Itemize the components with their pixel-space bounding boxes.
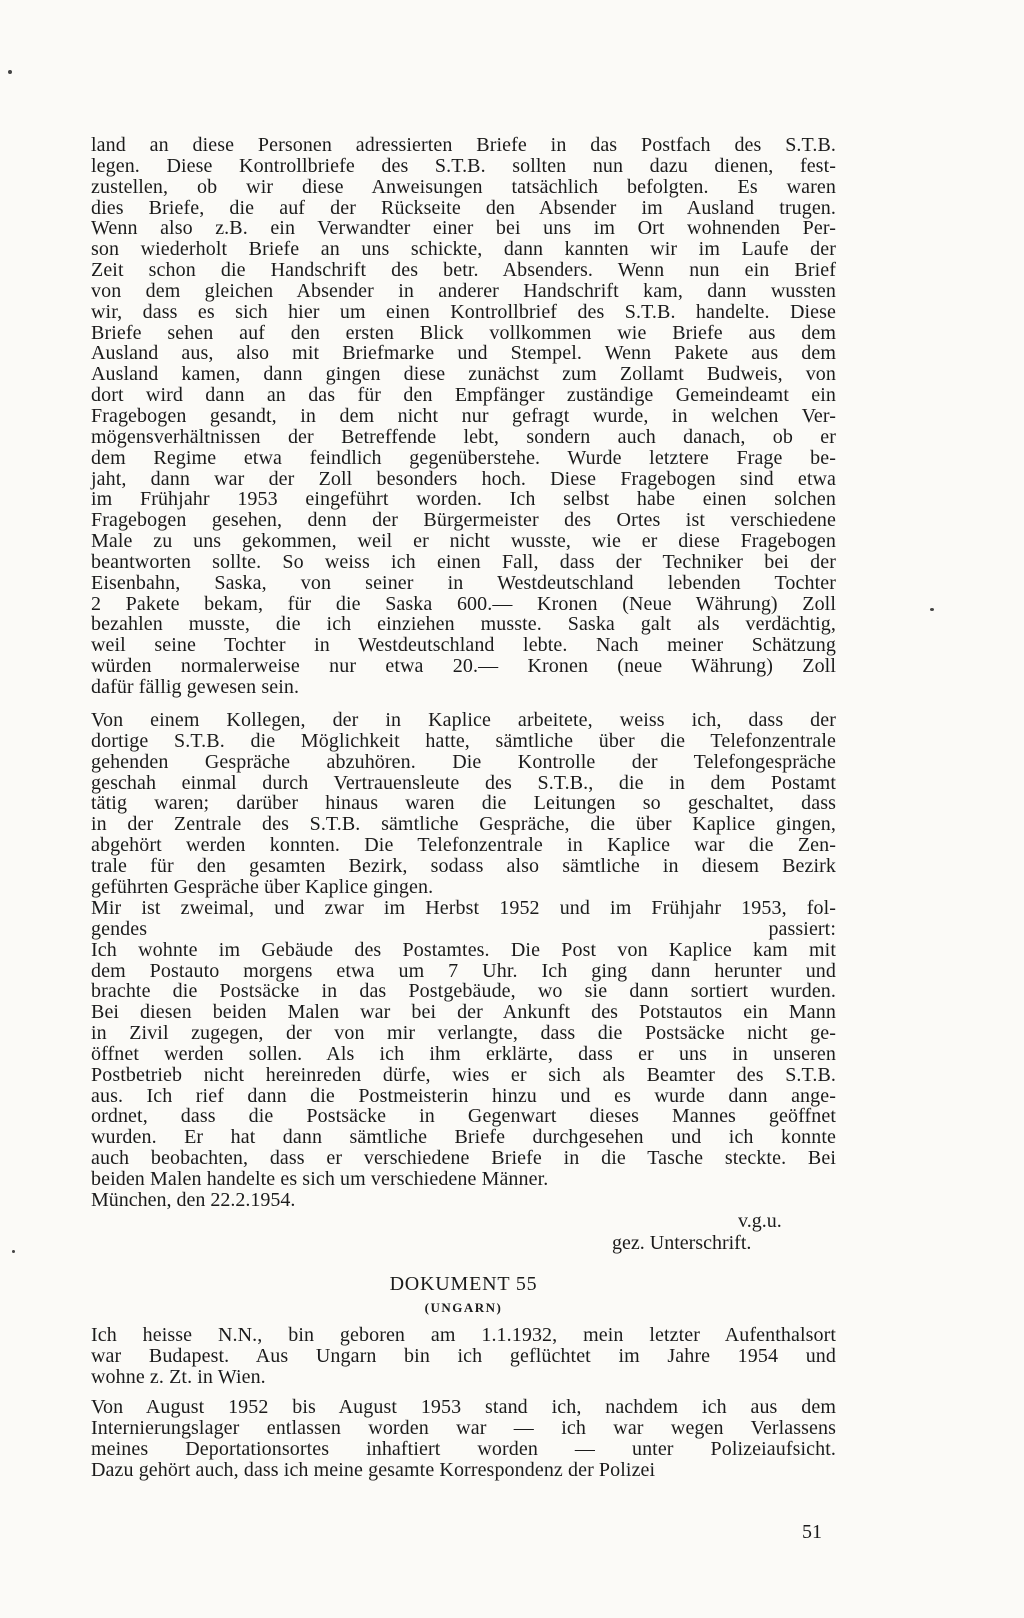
document-subheading: (UNGARN) — [424, 1300, 503, 1315]
text-line: mögensverhältnissen der Betreffende lebt, sondern auch danach, ob er — [91, 425, 836, 448]
text-line: aus. Ich rief dann die Postmeisterin hinzu und es wurde dann ange- — [91, 1084, 836, 1107]
text-line: war Budapest. Aus Ungarn bin ich geflüchtet im Jahre 1954 und — [91, 1344, 836, 1367]
text-line: Internierungslager entlassen worden war — ich war wegen Verlassens — [91, 1416, 836, 1439]
text-line: zustellen, ob wir diese Anweisungen tatsächlich befolgten. Es waren — [91, 175, 836, 198]
text-line: dem Regime etwa feindlich gegenüberstehe. Wurde letztere Frage be- — [91, 446, 836, 469]
text-line: ordnet, dass die Postsäcke in Gegenwart dieses Mannes geöffnet — [91, 1105, 836, 1128]
text-line: Zeit schon die Handschrift des betr. Absenders. Wenn nun ein Brief — [91, 259, 836, 282]
text-line: Ausland aus, also mit Briefmarke und Stempel. Wenn Pakete aus dem — [91, 342, 836, 365]
paragraph-mail-incident — [91, 898, 836, 1190]
text-line: Von August 1952 bis August 1953 stand ich, nachdem ich aus dem — [91, 1396, 836, 1418]
text-line: würden normalerweise nur etwa 20.— Kronen (neue Währung) Zoll — [91, 655, 836, 678]
text-line: geführten Gespräche über Kaplice gingen. — [91, 875, 434, 898]
text-line: Ausland kamen, dann gingen diese zunächst zum Zollamt Budweis, von — [91, 363, 836, 386]
print-speck — [930, 608, 934, 611]
text-line: Fragebogen gesehen, denn der Bürgermeister des Ortes ist verschiedene — [91, 509, 836, 532]
text-line: beantworten sollte. So weiss ich einen Fall, dass der Techniker bei der — [91, 550, 836, 573]
text-line: brachte die Postsäcke in das Postgebäude, wo sie dann sortiert wurden. — [91, 980, 836, 1003]
text-line: dies Briefe, die auf der Rückseite den Absender im Ausland trugen. — [91, 196, 836, 219]
text-line: Male zu uns gekommen, weil er nicht wusste, wie er diese Fragebogen — [91, 530, 836, 553]
page-number: 51 — [802, 1521, 822, 1543]
text-line: Ich wohnte im Gebäude des Postamtes. Die Post von Kaplice kam mit — [91, 938, 836, 961]
text-line: tätig waren; darüber hinaus waren die Leitungen so geschaltet, dass — [91, 792, 836, 815]
text-line: von dem gleichen Absender in anderer Handschrift kam, dann wussten — [91, 279, 836, 302]
text-line: dem Postauto morgens etwa um 7 Uhr. Ich ging dann herunter und — [91, 959, 836, 982]
text-line: Dazu gehört auch, dass ich meine gesamte Korrespondenz der Polizei — [91, 1458, 656, 1481]
text-line: jaht, dann war der Zoll besonders hoch. Diese Fragebogen sind etwa — [91, 467, 836, 490]
text-line: Von einem Kollegen, der in Kaplice arbeitete, weiss ich, dass der — [91, 709, 836, 731]
text-line: Fragebogen gesandt, in dem nicht nur gefragt wurde, in welchen Ver- — [91, 404, 836, 427]
text-line: beiden Malen handelte es sich um verschiedene Männer. — [91, 1167, 549, 1190]
text-line: Briefe sehen auf den ersten Blick vollkommen wie Briefe aus dem — [91, 321, 836, 344]
paragraph-telephone-monitoring — [91, 710, 836, 898]
text-line: gendes passiert: — [91, 917, 836, 940]
paragraph-police-supervision — [91, 1397, 836, 1480]
document-heading: DOKUMENT 55 — [389, 1273, 538, 1295]
text-line: abgehört werden konnten. Die Telefonzentrale in Kaplice war die Zen- — [91, 834, 836, 857]
text-line: Wenn also z.B. ein Verwandter einer bei uns im Ort wohnenden Per- — [91, 217, 836, 240]
print-speck — [12, 1250, 15, 1253]
signature-line: gez. Unterschrift. — [612, 1232, 752, 1254]
city-date-line: München, den 22.2.1954. — [91, 1189, 296, 1211]
paragraph-postal-control — [91, 135, 836, 698]
text-line: öffnet werden sollen. Als ich ihm erklärte, dass er uns in unseren — [91, 1042, 836, 1065]
text-line: auch beobachten, dass er verschiedene Briefe in die Tasche steckte. Bei — [91, 1147, 836, 1170]
text-line: gehenden Gespräche abzuhören. Die Kontrolle der Telefongespräche — [91, 750, 836, 773]
text-line: son wiederholt Briefe an uns schickte, dann kannten wir im Laufe der — [91, 238, 836, 261]
text-line: wurden. Er hat dann sämtliche Briefe durchgesehen und ich konnte — [91, 1126, 836, 1149]
text-line: dafür fällig gewesen sein. — [91, 675, 300, 698]
text-line: 2 Pakete bekam, für die Saska 600.— Kronen (Neue Währung) Zoll — [91, 592, 836, 615]
text-line: land an diese Personen adressierten Briefe in das Postfach des S.T.B. — [91, 134, 836, 156]
text-line: trale für den gesamten Bezirk, sodass also sämtliche in diesem Bezirk — [91, 854, 836, 877]
print-speck — [8, 70, 12, 74]
text-line: legen. Diese Kontrollbriefe des S.T.B. sollten nun dazu dienen, fest- — [91, 154, 836, 177]
text-line: Ich heisse N.N., bin geboren am 1.1.1932, mein letzter Aufenthalsort — [91, 1324, 836, 1346]
text-line: bezahlen musste, die ich einziehen musste. Saska galt als verdächtig, — [91, 613, 836, 636]
text-line: dortige S.T.B. die Möglichkeit hatte, sämtliche über die Telefonzentrale — [91, 729, 836, 752]
text-line: Bei diesen beiden Malen war bei der Ankunft des Potstautos ein Mann — [91, 1001, 836, 1024]
paragraph-personal-statement — [91, 1325, 836, 1388]
text-line: Eisenbahn, Saska, von seiner in Westdeutschland lebenden Tochter — [91, 571, 836, 594]
text-line: Mir ist zweimal, und zwar im Herbst 1952 und im Frühjahr 1953, fol- — [91, 897, 836, 919]
text-line: Postbetrieb nicht hereinreden dürfe, wies er sich als Beamter des S.T.B. — [91, 1063, 836, 1086]
text-line: dort wird dann an das für den Empfänger zuständige Gemeindeamt ein — [91, 384, 836, 407]
text-line: meines Deportationsortes inhaftiert worden — unter Polizeiaufsicht. — [91, 1437, 836, 1460]
text-line: wohne z. Zt. in Wien. — [91, 1365, 266, 1388]
text-line: weil seine Tochter in Westdeutschland lebte. Nach meiner Schätzung — [91, 634, 836, 657]
vgu-note: v.g.u. — [738, 1210, 782, 1232]
text-line: im Frühjahr 1953 eingeführt worden. Ich selbst habe einen solchen — [91, 488, 836, 511]
text-line: in der Zentrale des S.T.B. sämtliche Gespräche, die über Kaplice gingen, — [91, 813, 836, 836]
text-line: wir, dass es sich hier um einen Kontrollbrief des S.T.B. handelte. Diese — [91, 300, 836, 323]
text-line: geschah einmal durch Vertrauensleute des S.T.B., die in dem Postamt — [91, 771, 836, 794]
text-line: in Zivil zugegen, der von mir verlangte, dass die Postsäcke nicht ge- — [91, 1022, 836, 1045]
